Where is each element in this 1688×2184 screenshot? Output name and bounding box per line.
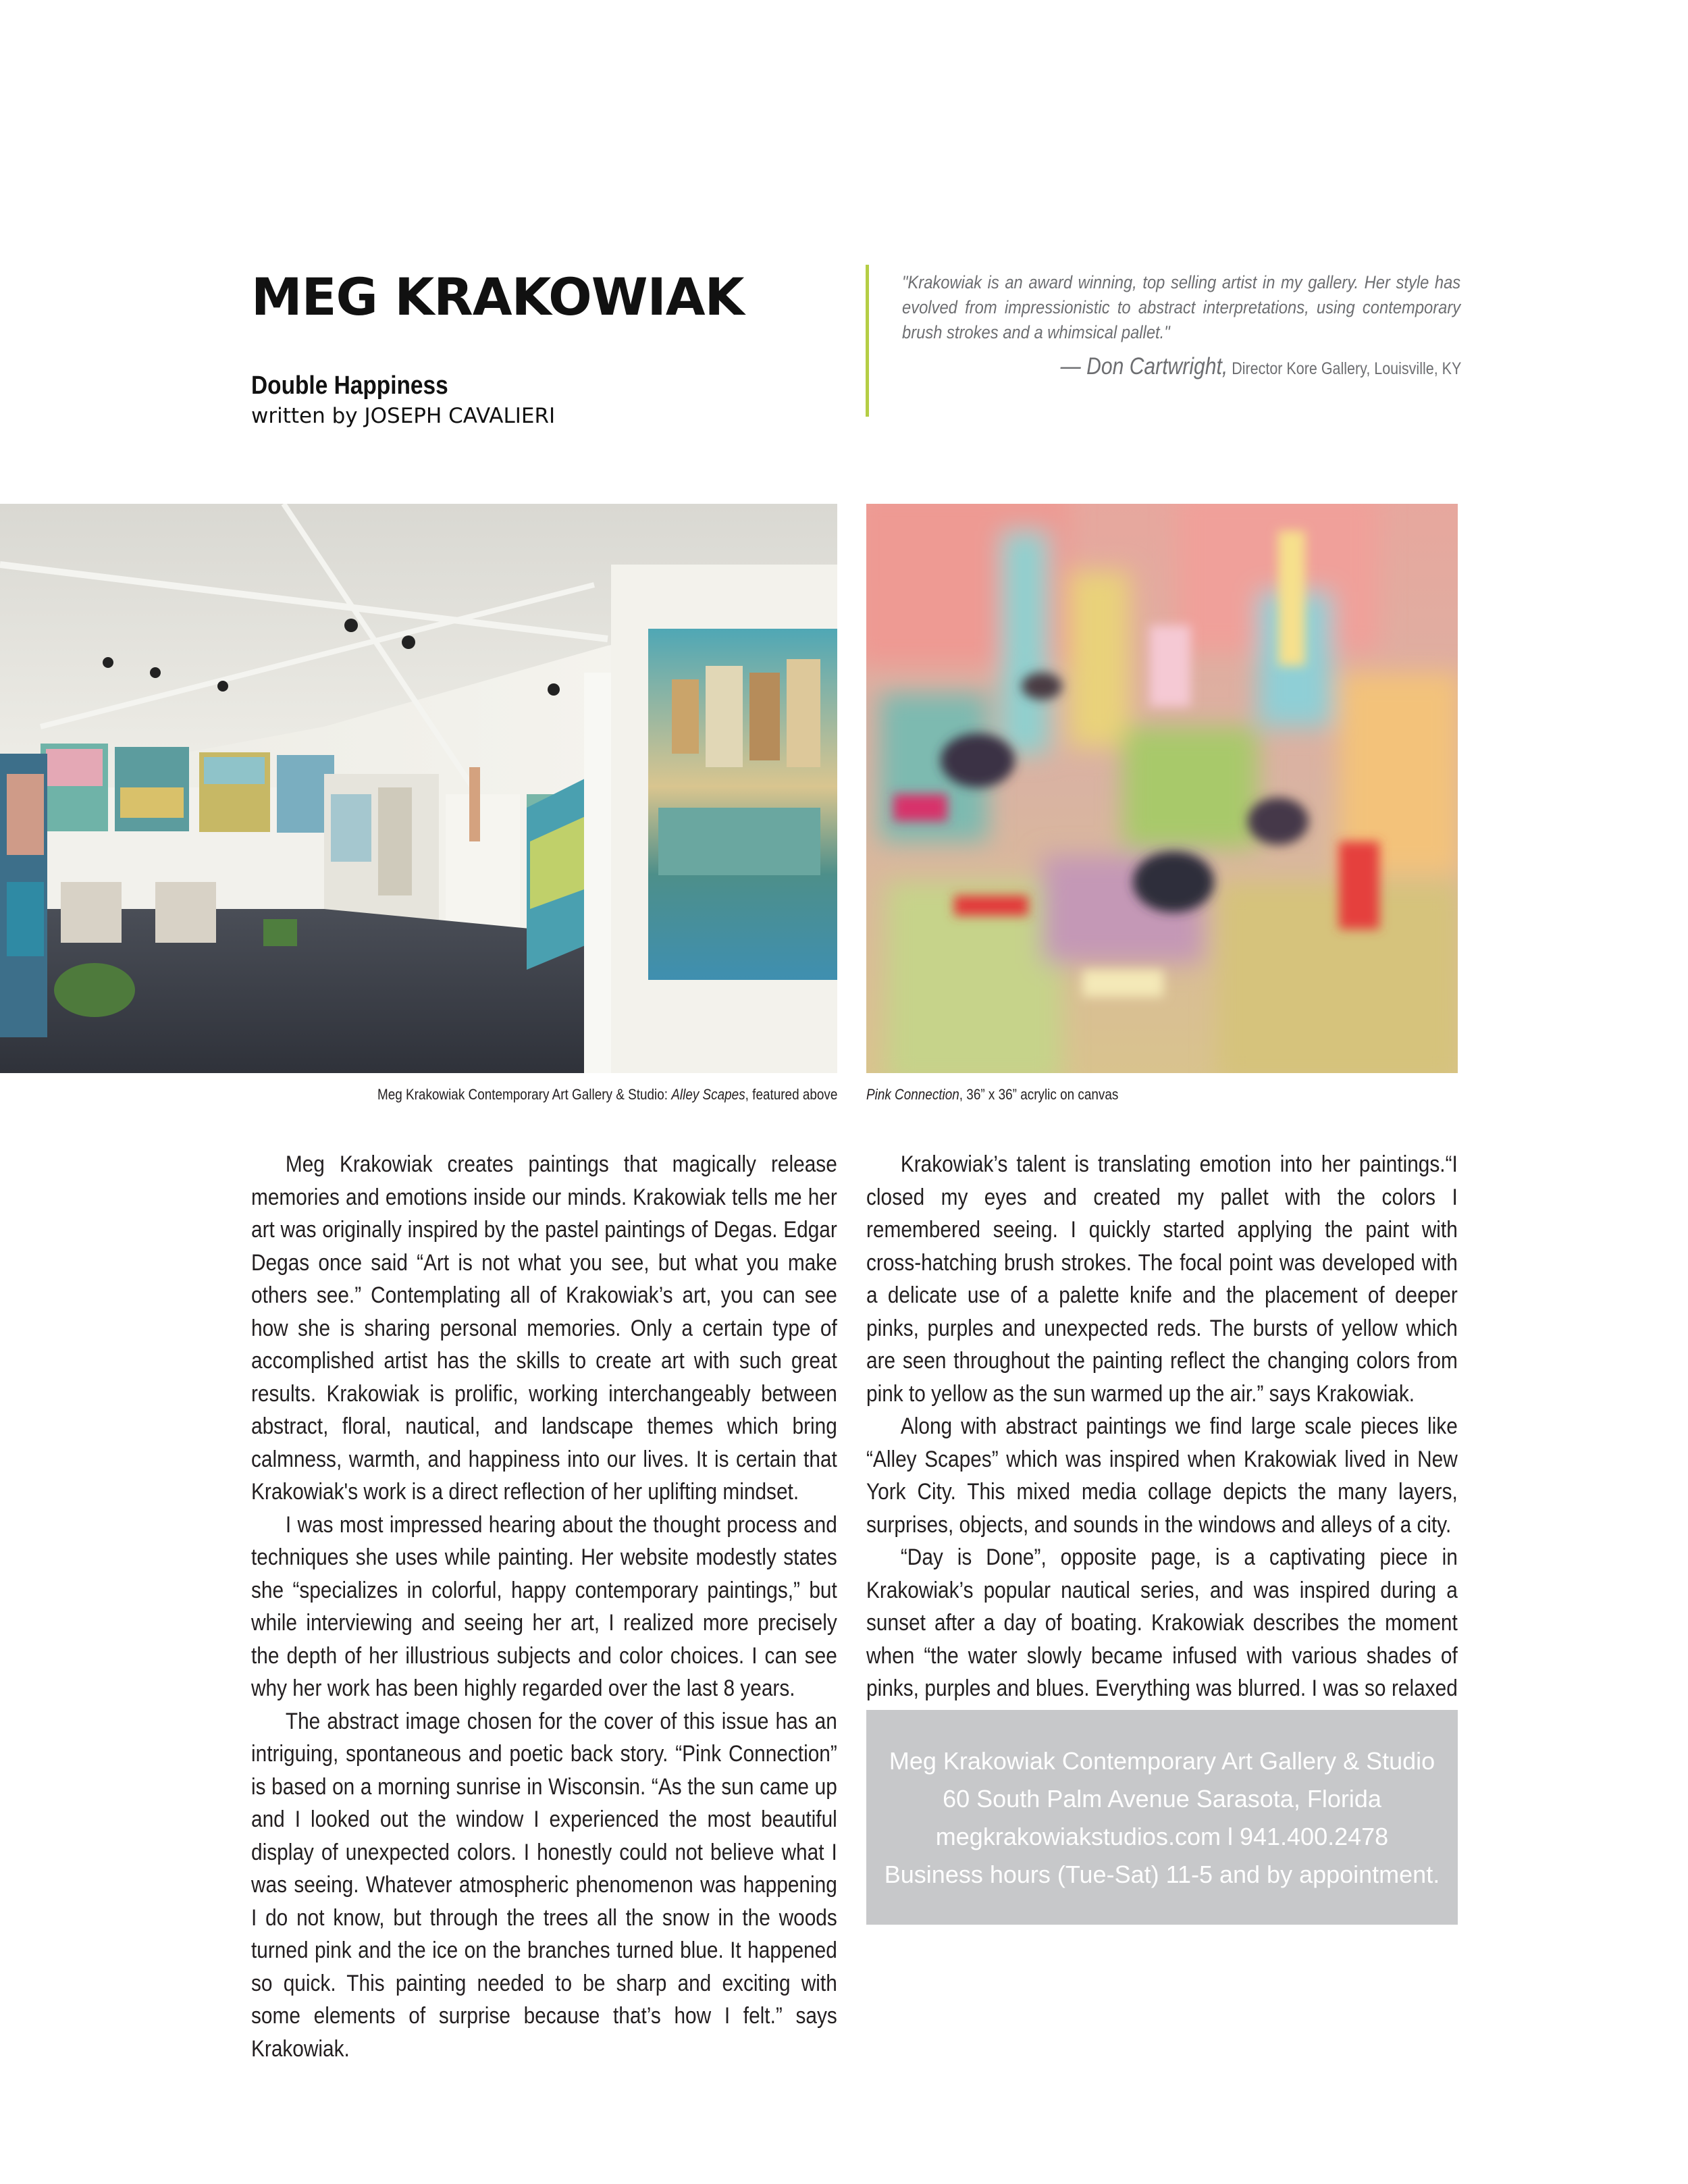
gallery-name: Meg Krakowiak Contemporary Art Gallery & Studio bbox=[889, 1747, 1435, 1775]
article-paragraph: I was most impressed hearing about the thought process and techniques she uses while painting. Her website modestly states she “specializes in colorful, happy contemporary paintings,” but while interviewing and seeing her art, I realized more precisely the depth of her illustrious subjects and color choices. I can see why her work has been highly regarded over the last 8 years. bbox=[251, 1511, 837, 1701]
article-paragraph: Meg Krakowiak creates paintings that magically release memories and emotions inside our minds. Krakowiak tells me her art was originally inspired by the pastel paintings of Degas. Edgar Degas once said “Art is not what you see, but what you make others see.” Contemplating all of Krakowiak’s art, you can see how she is sharing personal memories. Only a certain type of accomplished artist has the skills to create art with such great results. Krakowiak is prolific, working interchangeably between abstract, floral, nautical, and landscape themes which bring calmness, warmth, and happiness into our lives. It is certain that Krakowiak's work is a direct reflection of her uplifting mindset. bbox=[251, 1151, 837, 1505]
gallery-caption-prefix: Meg Krakowiak Contemporary Art Gallery & Studio: bbox=[377, 1086, 671, 1103]
gallery-address: 60 South Palm Avenue Sarasota, Florida bbox=[943, 1785, 1381, 1813]
gallery-hours: Business hours (Tue-Sat) 11-5 and by appointment. bbox=[884, 1861, 1440, 1888]
article-byline: written by JOSEPH CAVALIERI bbox=[251, 404, 556, 428]
gallery-photo-caption bbox=[377, 1085, 837, 1105]
article-paragraph: The abstract image chosen for the cover of this issue has an intriguing, spontaneous and poetic back story. “Pink Connection” is based on a morning sunrise in Wisconsin. “As the sun came up and I looked out the window I experienced the most beautiful display of unexpected colors. I honestly could not believe what I was seeing. Whatever atmospheric phenomenon was happening I do not know, but through the trees all the snow in the woods turned pink and the ice on the branches turned blue. It happened so quick. This painting needed to be sharp and exciting with some elements of surprise because that’s how I felt.” says Krakowiak. bbox=[251, 1708, 837, 2062]
article-title: MEG KRAKOWIAK bbox=[251, 267, 744, 327]
painting-caption bbox=[866, 1085, 1118, 1105]
article-subtitle: Double Happiness bbox=[251, 371, 448, 400]
article-column-right bbox=[866, 1148, 1458, 1738]
pull-quote-attribution bbox=[1060, 353, 1461, 383]
painting-caption-title: Pink Connection bbox=[866, 1086, 959, 1103]
gallery-contact: megkrakowiakstudios.com l 941.400.2478 bbox=[935, 1823, 1389, 1850]
gallery-caption-suffix: , featured above bbox=[745, 1086, 837, 1103]
gallery-info-box bbox=[866, 1710, 1458, 1925]
gallery-caption-artwork: Alley Scapes bbox=[670, 1086, 745, 1103]
pull-quote-author-role: Director Kore Gallery, Louisville, KY bbox=[1227, 359, 1461, 378]
pull-quote-author: — Don Cartwright, bbox=[1060, 353, 1228, 380]
painting-caption-details: , 36” x 36” acrylic on canvas bbox=[959, 1086, 1119, 1103]
pink-connection-painting bbox=[866, 504, 1458, 1073]
gallery-interior-photo bbox=[0, 504, 837, 1073]
article-paragraph: “Day is Done”, opposite page, is a captivating piece in Krakowiak’s popular nautical series, and was inspired during a sunset after a day of boating. Krakowiak describes the moment when “the water slowly became infused with various shades of pinks, purples and blues. Everything was blurred. I was so relaxed bbox=[866, 1544, 1458, 1701]
article-paragraph: Krakowiak’s talent is translating emotion into her paintings.“I closed my eyes and created my pallet with the colors I remembered seeing. I quickly started applying the paint with cross-hatching brush strokes. The focal point was developed with a delicate use of a palette knife and the placement of deeper pinks, purples and unexpected reds. The bursts of yellow which are seen throughout the painting reflect the changing colors from pink to yellow as the sun warmed up the air.” says Krakowiak. bbox=[866, 1151, 1458, 1407]
pull-quote-text: "Krakowiak is an award winning, top selling artist in my gallery. Her style has evolved from impressionistic to abstract interpretations, using contemporary brush strokes and a whimsical pallet." bbox=[902, 272, 1461, 342]
article-column-left bbox=[251, 1148, 837, 2065]
pull-quote bbox=[866, 265, 1461, 417]
article-paragraph: Along with abstract paintings we find large scale pieces like “Alley Scapes” which was inspired when Krakowiak lived in New York City. This mixed media collage depicts the many layers, surprises, objects, and sounds in the windows and alleys of a city. bbox=[866, 1413, 1458, 1538]
